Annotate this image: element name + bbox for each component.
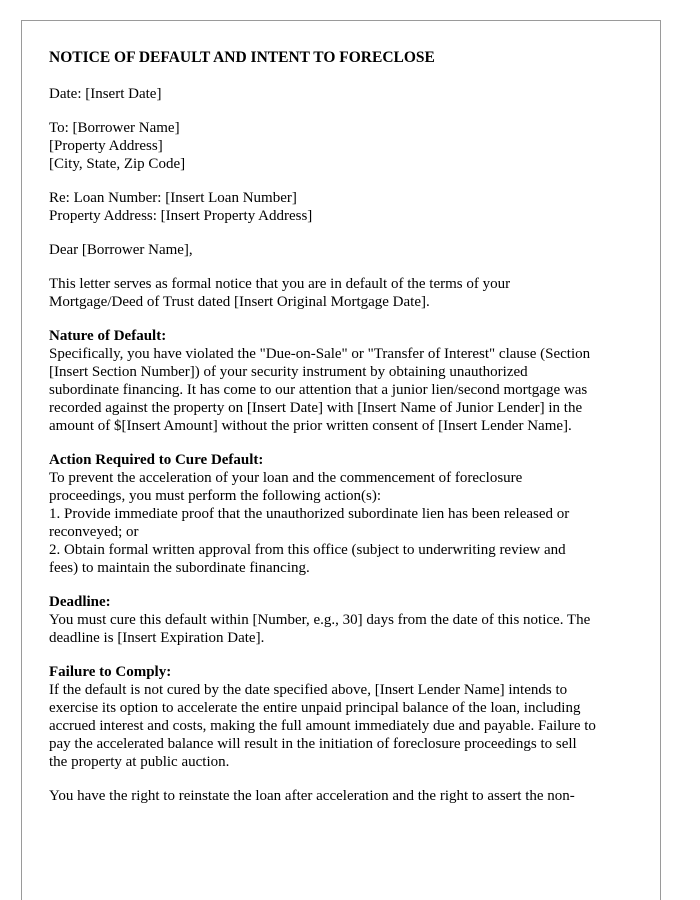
section-line: amount of $[Insert Amount] without the prior written consent of [Insert Lender Name].	[49, 418, 572, 434]
section-line: To prevent the acceleration of your loan and the commencement of foreclosure	[49, 470, 523, 486]
section-deadline	[49, 593, 643, 647]
recipient-city-state-zip: [City, State, Zip Code]	[49, 156, 186, 172]
section-line: recorded against the property on [Insert Date] with [Insert Name of Junior Lender] in the	[49, 400, 583, 416]
document-title: NOTICE OF DEFAULT AND INTENT TO FORECLOSE	[49, 49, 435, 66]
section-line: accrued interest and costs, making the full amount immediately due and payable. Failure to	[49, 718, 596, 734]
section-line: subordinate financing. It has come to our attention that a junior lien/second mortgage was	[49, 382, 588, 398]
section-heading: Nature of Default:	[49, 328, 167, 344]
section-line: proceedings, you must perform the following action(s):	[49, 488, 382, 504]
salutation	[49, 241, 643, 259]
document-page	[21, 20, 661, 900]
section-heading: Action Required to Cure Default:	[49, 452, 264, 468]
section-line: pay the accelerated balance will result in the initiation of foreclosure proceedings to sell	[49, 736, 577, 752]
closing-paragraph	[49, 787, 643, 805]
date-text: Date: [Insert Date]	[49, 86, 162, 102]
reference-property-address: Property Address: [Insert Property Address]	[49, 208, 313, 224]
section-line: exercise its option to accelerate the entire unpaid principal balance of the loan, including	[49, 700, 581, 716]
section-line: [Insert Section Number]) of your security instrument by obtaining unauthorized	[49, 364, 528, 380]
intro-line: This letter serves as formal notice that you are in default of the terms of your	[49, 276, 511, 292]
reference-loan-number: Re: Loan Number: [Insert Loan Number]	[49, 190, 297, 206]
date-line	[49, 85, 643, 103]
recipient-block	[49, 119, 643, 173]
section-line: reconveyed; or	[49, 524, 139, 540]
section-failure-to-comply	[49, 663, 643, 771]
section-line: 1. Provide immediate proof that the unauthorized subordinate lien has been released or	[49, 506, 570, 522]
section-line: fees) to maintain the subordinate financing.	[49, 560, 310, 576]
section-line: the property at public auction.	[49, 754, 230, 770]
intro-paragraph	[49, 275, 643, 311]
intro-line: Mortgage/Deed of Trust dated [Insert Original Mortgage Date].	[49, 294, 430, 310]
section-line: You must cure this default within [Number, e.g., 30] days from the date of this notice. The	[49, 612, 591, 628]
reference-block	[49, 189, 643, 225]
section-nature-of-default	[49, 327, 643, 435]
section-line: 2. Obtain formal written approval from this office (subject to underwriting review and	[49, 542, 566, 558]
document-content	[49, 49, 643, 821]
salutation-text: Dear [Borrower Name],	[49, 242, 193, 258]
section-line: Specifically, you have violated the "Due-on-Sale" or "Transfer of Interest" clause (Section	[49, 346, 591, 362]
section-line: deadline is [Insert Expiration Date].	[49, 630, 265, 646]
closing-line: You have the right to reinstate the loan after acceleration and the right to assert the non-	[49, 788, 575, 804]
section-heading: Failure to Comply:	[49, 664, 172, 680]
section-action-required	[49, 451, 643, 577]
section-line: If the default is not cured by the date specified above, [Insert Lender Name] intends to	[49, 682, 568, 698]
section-heading: Deadline:	[49, 594, 111, 610]
recipient-name: To: [Borrower Name]	[49, 120, 180, 136]
recipient-address: [Property Address]	[49, 138, 163, 154]
